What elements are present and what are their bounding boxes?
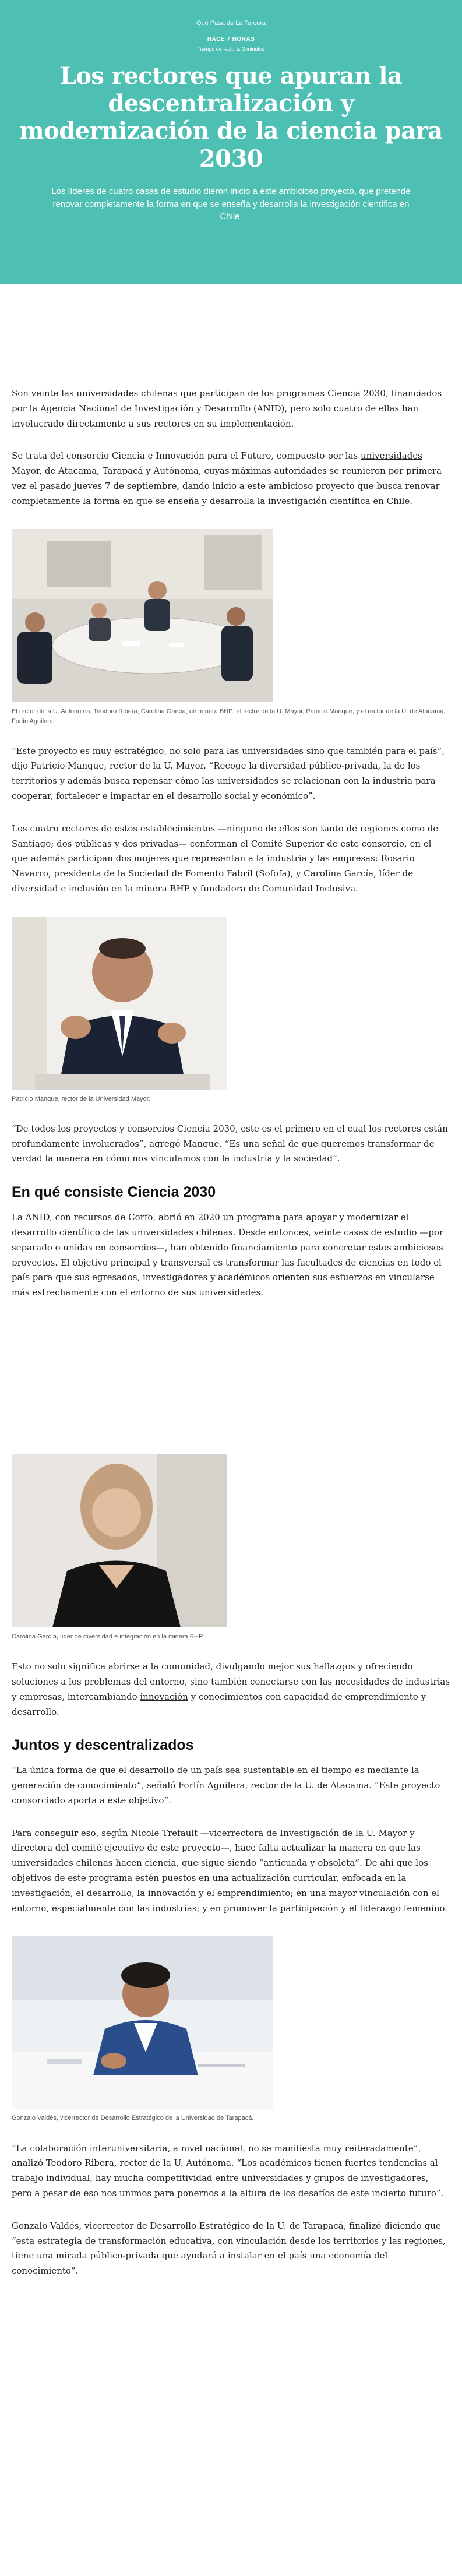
paragraph-1 [12, 386, 450, 431]
paragraph-7-text-a: Esto no solo significa abrirse a la comunidad, divulgando mejor sus hallazgos y ofreciendo soluciones a los problemas del entorno, sino también conectarse con las necesidades de industrias y empresas, intercambiando [12, 1661, 450, 1702]
paragraph-1-text-b: , financiados por la Agencia Nacional de Investigación y Desarrollo (ANID), pero solo cuatro de ellas han involucrado directamente a sus rectores en su implementación. [12, 388, 442, 429]
ciencia-2030-link[interactable]: los programas Ciencia 2030 [261, 388, 386, 399]
ad-slot-blank [12, 1301, 450, 1435]
paragraph-7 [12, 1659, 450, 1719]
article-body [12, 386, 450, 2314]
paragraph-7-text-b: y conocimientos con capacidad de emprendimiento y desarrollo. [12, 1691, 426, 1717]
figure-manque [12, 917, 450, 1104]
paragraph-6: La ANID, con recursos de Corfo, abrió en 2020 un programa para apoyar y modernizar el desarrollo científico de las universidades chilenas. Desde entonces, veinte casas de estudio —por separado o unidas en consorcios—, han obtenido financiamiento para concretar estos ambiciosos proyectos. El objetivo principal y transversal es transformar las facultades de ciencias en todo el país para que sus egresados, investigadores y académicos orienten sus esfuerzos en vincularse más estrechamente con el entorno de sus universidades. [12, 1212, 444, 1298]
figure-rectors-meeting [12, 529, 450, 727]
paragraph-3: “Este proyecto es muy estratégico, no solo para las universidades sino que también para el país”, dijo Patricio Manque, rector de la U. Mayor. “Recoge la diversidad público-privada, la de los territorios y además busca repensar cómo las universidades se relacionan con la industria para cooperar, fortalecer e impactar en el desarrollo social y económico”. [12, 745, 445, 802]
photo-caption-1: El rector de la U. Autónoma, Teodoro Ribera; Carolina García, de minera BHP; el rector de la U. Mayor, Patricio Manque; y el rector de la U. de Atacama, Forlín Aguilera. [12, 707, 446, 725]
section-heading-juntos: Juntos y descentralizados [12, 1737, 194, 1754]
universidades-link[interactable]: universidades [361, 450, 422, 461]
figure-garcia [12, 1454, 450, 1642]
ad-slot-divider [12, 311, 450, 351]
paragraph-10: “La colaboración interuniversitaria, a nivel nacional, no se manifiesta muy reiteradamente”, analizó Teodoro Ribera, rector de la U. Autónoma. “Los académicos tienen fuertes tendencias al trabajo individual, hay mucha competitividad entre universidades y grupos de investigadores, pero a pesar de eso nos unimos para ponernos a la altura de los desafíos de este incierto futuro”. [12, 2142, 444, 2198]
article-lede: Los líderes de cuatro casas de estudio dieron inicio a este ambicioso proyecto, que pretende renovar completamente la forma en que se enseña y desarrolla la investigación científica en Chile. [51, 186, 411, 222]
rectors-meeting-photo [12, 529, 273, 702]
figure-valdes [12, 1936, 450, 2123]
hero-header [0, 0, 462, 284]
paragraph-4: Los cuatro rectores de estos establecimientos —ninguno de ellos son tanto de regiones como de Santiago; dos públicas y dos privadas— conforman el Comité Superior de este consorcio, en el que además participan dos mujeres que representan a la industria y las empresas: Rosario Navarro, presidenta de la Sociedad de Fomento Fabril (Sofofa), y Carolina García, líder de diversidad e inclusión en la minera BHP y fundadora de Comunidad Inclusiva. [12, 823, 439, 894]
publish-date: HACE 7 HORAS [207, 36, 255, 43]
manque-portrait-photo [12, 917, 273, 1090]
photo-caption-2: Patricio Manque, rector de la Universidad Mayor. [12, 1095, 150, 1102]
paragraph-2 [12, 449, 450, 509]
valdes-portrait-photo [12, 1936, 273, 2109]
section-heading-ciencia-2030: En qué consiste Ciencia 2030 [12, 1184, 216, 1201]
section-kicker[interactable]: Qué Pasa de La Tercera [196, 20, 266, 27]
paragraph-2-text-a: Se trata del consorcio Ciencia e Innovación para el Futuro, compuesto por las [12, 450, 361, 461]
paragraph-1-text-a: Son veinte las universidades chilenas que participan de [12, 388, 262, 399]
paragraph-9: Para conseguir eso, según Nicole Trefault —vicerrectora de Investigación de la U. Mayor y directora del comité ejecutivo de este proyecto—, hace falta actualizar la manera en que las universidades chilenas hacen ciencia, que sigue siendo “anticuada y obsoleta”. De ahí que los objetivos de este programa estén puestos en una actualización curricular, enfocada en la investigación, el desarrollo, la innovación y el emprendimiento; en una mayor vinculación con el entorno, especialmente con las industrias; y en promover la participación y el liderazgo femenino. [12, 1827, 448, 1914]
reading-time: Tiempo de lectura: 3 minutos [197, 46, 265, 52]
paragraph-2-text-b: Mayor, de Atacama, Tarapacá y Autónoma, cuyas máximas autoridades se reunieron por primera vez el pasado jueves 7 de septiembre, dando inicio a este ambicioso proyecto que busca renovar completamente la forma en que se enseña y desarrolla la investigación científica en Chile. [12, 466, 442, 506]
paragraph-11: Gonzalo Valdés, vicerrector de Desarrollo Estratégico de la U. de Tarapacá, finalizó diciendo que “esta estrategia de transformación educativa, con vinculación desde los territorios y las regiones, tiene una mirada público-privada que ayudará a instalar en el país una economía del conocimiento”. [12, 2220, 446, 2277]
photo-caption-3: Carolina García, líder de diversidad e integración en la minera BHP. [12, 1633, 204, 1641]
innovacion-link[interactable]: innovación [140, 1691, 188, 1702]
article-title: Los rectores que apuran la descentralización y modernización de la ciencia para 2030 [19, 62, 443, 172]
paragraph-8: “La única forma de que el desarrollo de un país sea sustentable en el tiempo es mediante la generación de conocimiento”, señaló Forlín Aguilera, rector de la U. de Atacama. “Este proyecto consorciado aporta a este objetivo”. [12, 1765, 440, 1806]
garcia-portrait-photo [12, 1454, 273, 1627]
paragraph-5: “De todos los proyectos y consorcios Ciencia 2030, este es el primero en el cual los rectores están profundamente involucrados”, agregó Manque. “Es una señal de que queremos transformar de verdad la manera en cómo nos vinculamos con la industria y la sociedad”. [12, 1123, 448, 1164]
photo-caption-4: Gonzalo Valdés, vicerrector de Desarrollo Estratégico de la Universidad de Tarapacá. [12, 2115, 254, 2122]
